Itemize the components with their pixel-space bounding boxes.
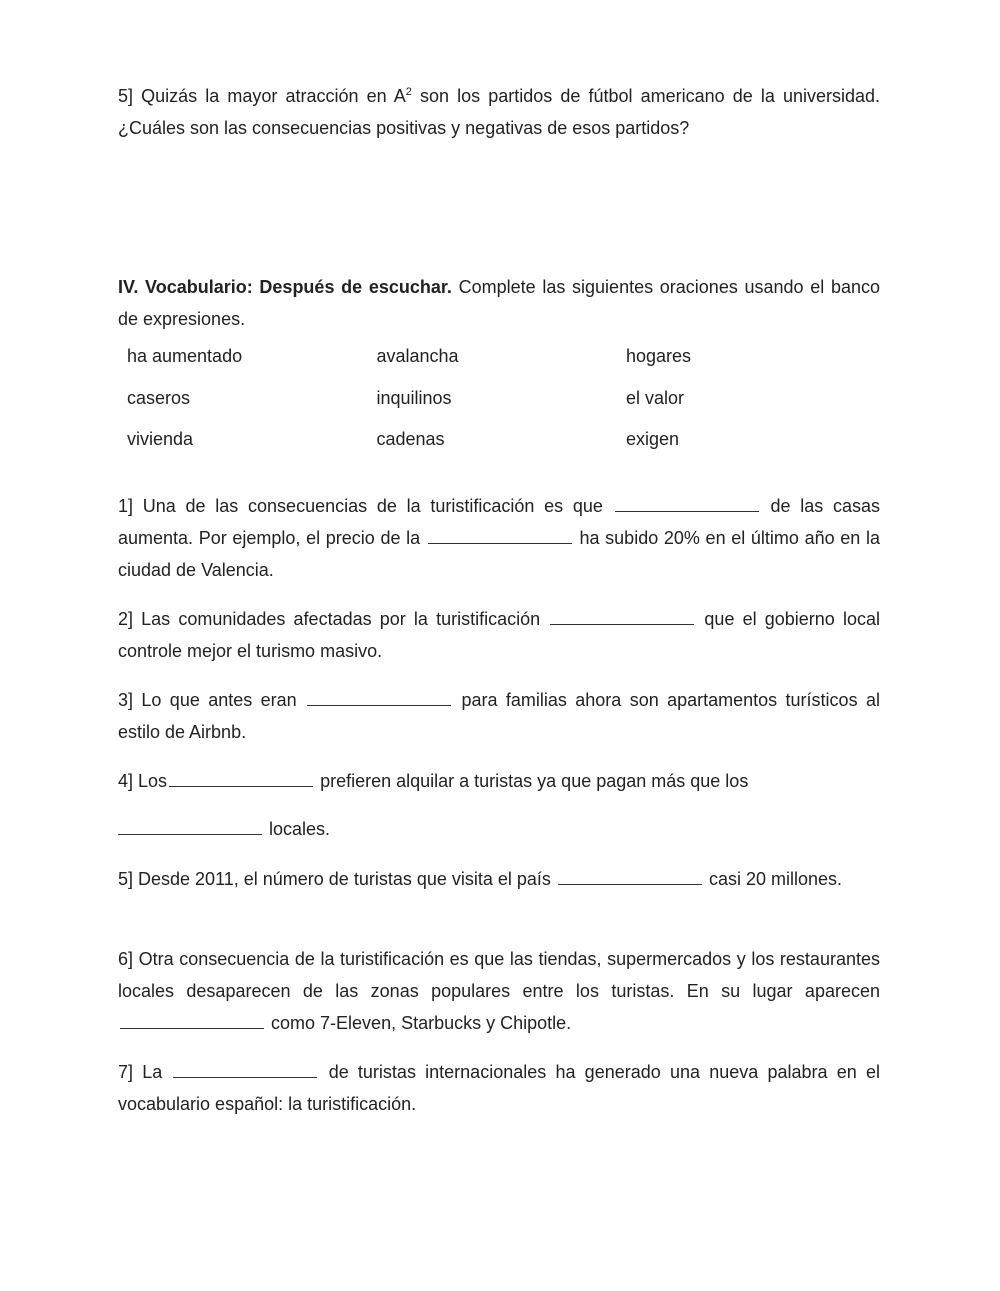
- sentence-text: 3] Lo que antes eran: [118, 690, 297, 710]
- word-bank-row: [127, 419, 880, 461]
- sentence-3: [118, 684, 880, 748]
- fill-blank[interactable]: [173, 1059, 317, 1078]
- word-bank-item: ha aumentado: [127, 346, 243, 367]
- word-bank-item: cadenas: [376, 429, 445, 450]
- fill-blank[interactable]: [120, 1010, 264, 1029]
- fill-blank[interactable]: [118, 816, 262, 835]
- sentence-text: 2] Las comunidades afectadas por la turistificación: [118, 609, 541, 629]
- word-bank-row: [127, 378, 880, 420]
- word-bank-item: exigen: [626, 429, 680, 450]
- sentence-text: 6] Otra consecuencia de la turistificación es que las tiendas, supermercados y los restaurantes locales desaparecen de las zonas populares entre los turistas. En su lugar aparecen: [118, 949, 880, 1001]
- sentence-7: [118, 1056, 880, 1120]
- word-bank: [127, 336, 880, 461]
- sentence-text: casi 20 millones.: [708, 869, 843, 889]
- section-heading: IV. Vocabulario: Después de escuchar.: [118, 277, 452, 297]
- sentence-text: de las casas aumenta. Por ejemplo, el precio de la: [118, 496, 880, 548]
- question-text: Quizás la mayor atracción en A: [141, 86, 406, 106]
- question-text-cont: son los partidos de fútbol americano de la universidad. ¿Cuáles son las consecuencias positivas y negativas de esos partidos?: [118, 86, 880, 138]
- sentence-text: para familias ahora son apartamentos turísticos al estilo de Airbnb.: [118, 690, 880, 742]
- question-number: 5]: [118, 86, 134, 106]
- superscript: 2: [405, 86, 412, 98]
- sentence-text: 7] La: [118, 1062, 163, 1082]
- sentence-text: 5] Desde 2011, el número de turistas que visita el país: [118, 869, 551, 889]
- sentence-4-cont: [118, 813, 880, 845]
- fill-blank[interactable]: [428, 525, 572, 544]
- sentence-text: de turistas internacionales ha generado una nueva palabra en el vocabulario español: la turistificación.: [118, 1062, 880, 1114]
- section-heading-paragraph: [118, 271, 880, 335]
- word-bank-item: caseros: [127, 387, 191, 408]
- fill-blank[interactable]: [550, 606, 694, 625]
- word-bank-item: avalancha: [376, 346, 459, 367]
- word-bank-row: [127, 336, 880, 378]
- sentence-text: 4] Los: [118, 771, 168, 791]
- sentence-text: como 7-Eleven, Starbucks y Chipotle.: [271, 1013, 572, 1033]
- sentence-text: prefieren alquilar a turistas ya que pagan más que los: [320, 771, 749, 791]
- section-instructions: Complete las siguientes oraciones usando el banco de expresiones.: [118, 277, 881, 329]
- sentence-5: [118, 863, 880, 895]
- question-5-paragraph: [118, 80, 880, 144]
- sentence-1: [118, 490, 880, 586]
- sentence-text: 1] Una de las consecuencias de la turistificación es que: [118, 496, 603, 516]
- sentence-text: locales.: [269, 819, 331, 839]
- word-bank-item: inquilinos: [376, 387, 452, 408]
- fill-blank[interactable]: [615, 493, 759, 512]
- fill-blank[interactable]: [169, 768, 313, 787]
- word-bank-item: vivienda: [127, 429, 194, 450]
- sentence-2: [118, 603, 880, 667]
- sentence-text: que el gobierno local controle mejor el turismo masivo.: [118, 609, 880, 661]
- fill-blank[interactable]: [307, 687, 451, 706]
- word-bank-item: el valor: [626, 387, 685, 408]
- sentence-4: [118, 765, 880, 797]
- sentence-6: [118, 943, 880, 1039]
- fill-blank[interactable]: [558, 866, 702, 885]
- word-bank-item: hogares: [626, 346, 692, 367]
- sentence-text: ha subido 20% en el último año en la ciudad de Valencia.: [118, 528, 880, 580]
